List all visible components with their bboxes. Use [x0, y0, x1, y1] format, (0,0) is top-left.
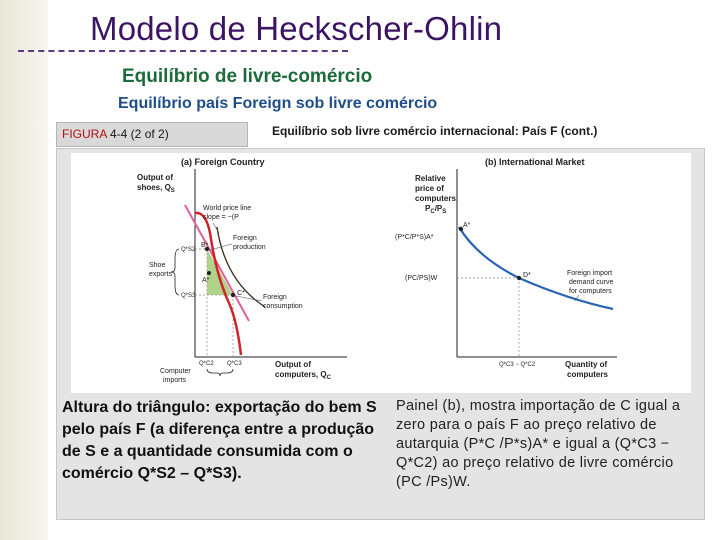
- ann-world-price-1: World price line: [203, 205, 252, 212]
- tick-qs2: Q*S2: [181, 247, 196, 253]
- subtitle-free-trade-equilibrium: Equilíbrio de livre-comércio: [122, 66, 373, 87]
- body-text-right: Painel (b), mostra importação de C igual a zero para o país F ao preço relativo de autarquia (P*C /P*s)A* e igual a (Q*C3 − Q*C2) ao preço relativo de livre comércio (PC /Ps)W.: [396, 398, 681, 490]
- slide-title: Modelo de Heckscher-Ohlin: [90, 10, 503, 47]
- ann-computer-imports-2: imports: [163, 377, 186, 384]
- ann-foreign-production-2: production: [233, 244, 266, 251]
- panel-a-x-label-1: Output of: [275, 360, 311, 369]
- tick-qc3: Q*C3: [227, 361, 242, 367]
- panel-a-y-label-2: shoes, $Q_S$: [137, 183, 175, 194]
- figure-caption: Equilíbrio sob livre comércio internacional: País F (cont.): [272, 124, 598, 138]
- panel-b-y-label-1: Relative: [415, 174, 446, 183]
- panel-a-y-label-1: Output of: [137, 173, 173, 182]
- label-a-star: A*: [202, 277, 210, 284]
- label-b-star: B*: [201, 242, 209, 249]
- ann-computer-imports-1: Computer: [160, 368, 191, 375]
- label-a-star-b: A*: [463, 222, 471, 229]
- slide-left-band: [0, 0, 48, 540]
- panel-b-y-label-4: $P_C/P_S$: [425, 204, 447, 215]
- label-c-star: C*: [237, 290, 245, 297]
- ann-shoe-exports-2: exports: [149, 271, 172, 278]
- point-a-star: [207, 271, 211, 275]
- ann-foreign-production-1: Foreign: [233, 235, 257, 242]
- tick-qc2: Q*C2: [199, 361, 214, 367]
- subtitle-foreign-equilibrium: Equilíbrio país Foreign sob livre comércio: [118, 95, 438, 112]
- panel-a-title: (a) Foreign Country: [181, 157, 265, 167]
- tick-qs3: Q*S3: [181, 293, 196, 299]
- panel-b-x-label-1: Quantity of: [565, 360, 608, 369]
- ann-world-price-2: slope = −(P: [203, 214, 239, 221]
- figure-label-number: 4-4 (2 of 2): [106, 127, 169, 141]
- ann-demand-3: for computers: [569, 288, 612, 295]
- panel-b-x-label-2: computers: [567, 370, 608, 379]
- tick-autarky-price: (P*C/P*S)A*: [395, 234, 434, 241]
- figure-label: [56, 122, 248, 147]
- point-d-star: [517, 276, 521, 280]
- ann-foreign-consumption-1: Foreign: [263, 294, 287, 301]
- panel-b-title: (b) International Market: [485, 157, 585, 167]
- ann-demand-1: Foreign import: [567, 270, 613, 277]
- tick-world-price: (PC/PS)W: [405, 275, 438, 282]
- tick-import-quantity: Q*C3 − Q*C2: [499, 362, 536, 368]
- ann-foreign-consumption-2: consumption: [263, 303, 303, 310]
- panel-b-y-label-3: computers,: [415, 194, 459, 203]
- ann-shoe-exports-1: Shoe: [149, 262, 166, 269]
- figure-label-prefix: FIGURA: [62, 127, 107, 141]
- ann-demand-2: demand curve: [569, 279, 614, 286]
- panel-b-y-label-2: price of: [415, 184, 444, 193]
- title-underline: [18, 50, 348, 52]
- body-text-left: Altura do triângulo: exportação do bem S pelo país F (a diferença entre a produção de S e a quantidade consumida com o comércio Q*S2 – Q*S3).: [62, 399, 377, 482]
- label-d-star: D*: [523, 272, 531, 279]
- panel-a-x-label-2: computers, $Q_C$: [275, 370, 331, 381]
- point-c-star: [231, 293, 235, 297]
